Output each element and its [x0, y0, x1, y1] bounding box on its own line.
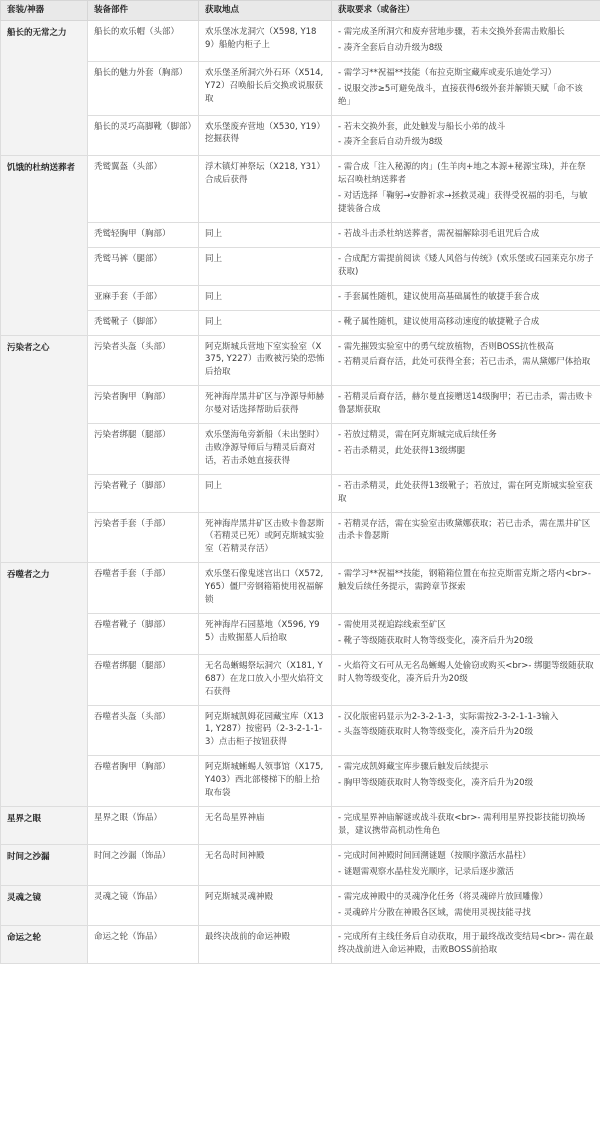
requirement-cell	[332, 705, 600, 756]
requirement-line: - 若战斗击杀杜纳送葬者，需祝福解除羽毛诅咒后合成	[338, 228, 540, 239]
location-cell: 欢乐堡海龟旁新船（未出堡时）击败净源导师后与精灵后裔对话，若击杀她直接获得	[199, 424, 332, 475]
requirement-cell	[332, 563, 600, 614]
requirement-cell	[332, 474, 600, 512]
location-cell: 无名岛时间神殿	[199, 844, 332, 885]
location-cell: 欢乐堡圣所洞穴外石环（X514, Y72）召唤船长后交换或说服获取	[199, 61, 332, 115]
requirement-line: - 头盔等级随获取时人物等级变化，凑齐后升为20级	[338, 727, 534, 738]
header-requirement: 获取要求（或备注）	[332, 1, 600, 21]
table-row	[1, 21, 600, 62]
requirement-line: - 需使用灵视追踪线索至矿区	[338, 620, 446, 630]
requirement-line: - 对话选择「鞠躬→安静祈求→拯救灵魂」获得受祝福的羽毛，与敏捷装备合成	[338, 191, 588, 215]
location-cell: 阿克斯城灵魂神殿	[199, 885, 332, 926]
requirement-line: - 若击杀精灵，此处获得13级靴子；若放过，需在阿克斯城实验室获取	[338, 480, 593, 504]
requirement-line: - 说服交涉≥5可避免战斗，直接获得6级外套并解锁天赋「命不该绝」	[338, 83, 583, 107]
header-location: 获取地点	[199, 1, 332, 21]
set-name-cell: 星界之眼	[1, 806, 88, 844]
table-row	[1, 885, 600, 926]
part-cell: 污染者绑腿（腿部）	[88, 424, 199, 475]
requirement-line: - 需先摧毁实验室中的勇气绽放植物，否则BOSS抗性极高	[338, 341, 554, 352]
requirement-line: - 需完成凯姆藏宝库步骤后触发后续提示	[338, 762, 489, 773]
location-cell: 同上	[199, 247, 332, 285]
table-row	[1, 654, 600, 705]
requirement-cell	[332, 247, 600, 285]
table-row	[1, 247, 600, 285]
table-row	[1, 474, 600, 512]
location-cell: 无名岛蜥蜴祭坛洞穴（X181, Y687）在龙口放入小型火焰符文石获得	[199, 654, 332, 705]
part-cell: 船长的魅力外套（胸部）	[88, 61, 199, 115]
part-cell: 污染者手套（手部）	[88, 512, 199, 563]
requirement-cell	[332, 926, 600, 964]
table-row	[1, 386, 600, 424]
part-cell: 污染者胸甲（胸部）	[88, 386, 199, 424]
table-row	[1, 335, 600, 386]
requirement-cell	[332, 222, 600, 247]
requirement-line: - 灵魂碎片分散在神殿各区域，需使用灵视技能寻找	[338, 907, 531, 918]
requirement-line: - 需学习**祝福**技能（布拉克斯宝藏库或麦乐迪处学习）	[338, 67, 557, 78]
requirement-cell	[332, 335, 600, 386]
requirement-cell	[332, 424, 600, 475]
set-name-cell: 饥饿的杜纳送葬者	[1, 156, 88, 335]
requirement-line: - 若精灵存活，需在实验室击败黛娜获取；若已击杀，需在黑井矿区击杀卡鲁瑟斯	[338, 518, 591, 542]
location-cell: 最终决战前的命运神殿	[199, 926, 332, 964]
requirement-line: - 需学习**祝福**技能，钢箱箱位置在布拉克斯雷克斯之塔内<br>- 触发后续任务提示，需跨章节探索	[338, 569, 591, 593]
table-row	[1, 310, 600, 335]
header-set: 套装/神器	[1, 1, 88, 21]
requirement-cell	[332, 156, 600, 223]
part-cell: 秃鹫翼盔（头部）	[88, 156, 199, 223]
requirement-line: - 靴子属性随机，建议使用高移动速度的敏捷靴子合成	[338, 316, 540, 327]
requirement-line: - 合成配方需提前阅读《矮人风俗与传统》(欢乐堡或石园莱克尔房子获取)	[338, 253, 594, 277]
table-row	[1, 756, 600, 807]
set-name-cell: 命运之轮	[1, 926, 88, 964]
requirement-line: - 需完成神殿中的灵魂净化任务（将灵魂碎片放回雕像）	[338, 891, 548, 902]
part-cell: 船长的欢乐帽（头部）	[88, 21, 199, 62]
requirement-line: - 若击杀精灵，此处获得13级绑腿	[338, 445, 466, 456]
requirement-cell	[332, 512, 600, 563]
requirement-cell	[332, 310, 600, 335]
requirement-line: - 需完成圣所洞穴和废弃营地步骤，若未交换外套需击败船长	[338, 27, 565, 37]
part-cell: 时间之沙漏（饰品）	[88, 844, 199, 885]
part-cell: 命运之轮（饰品）	[88, 926, 199, 964]
part-cell: 污染者头盔（头部）	[88, 335, 199, 386]
requirement-line: - 凑齐全套后自动升级为8级	[338, 137, 443, 148]
requirement-cell	[332, 806, 600, 844]
requirement-line: - 靴子等级随获取时人物等级变化，凑齐后升为20级	[338, 635, 534, 646]
table-row	[1, 806, 600, 844]
requirement-cell	[332, 885, 600, 926]
location-cell: 同上	[199, 310, 332, 335]
requirement-cell	[332, 61, 600, 115]
location-cell: 阿克斯城兵营地下室实验室（X375, Y227）击败被污染的恐怖后拾取	[199, 335, 332, 386]
table-row	[1, 156, 600, 223]
location-cell: 同上	[199, 285, 332, 310]
requirement-line: - 需合成「注入秘源的肉」(生羊肉+地之本源+秘源宝珠)，并在祭坛召唤杜纳送葬者	[338, 162, 586, 186]
part-cell: 吞噬者胸甲（胸部）	[88, 756, 199, 807]
part-cell: 秃鹫靴子（脚部）	[88, 310, 199, 335]
requirement-cell	[332, 21, 600, 62]
requirement-line: - 胸甲等级随获取时人物等级变化，凑齐后升为20级	[338, 778, 534, 789]
location-cell: 欢乐堡石像鬼迷宫出口（X572, Y65）僵尸旁钢箱箱使用祝福解锁	[199, 563, 332, 614]
location-cell: 死神海岸黑井矿区与净源导师赫尔曼对话选择帮助后获得	[199, 386, 332, 424]
requirement-line: - 若未交换外套，此处触发与船长小弟的战斗	[338, 121, 506, 132]
header-part: 装备部件	[88, 1, 199, 21]
requirement-cell	[332, 756, 600, 807]
set-name-cell: 污染者之心	[1, 335, 88, 563]
location-cell: 同上	[199, 222, 332, 247]
part-cell: 吞噬者头盔（头部）	[88, 705, 199, 756]
location-cell: 阿克斯城凯姆花园藏宝库（X131, Y287）按密码（2-3-2-1-1-3）点击柜子按钮获得	[199, 705, 332, 756]
requirement-cell	[332, 115, 600, 156]
table-row	[1, 926, 600, 964]
requirement-line: - 手套属性随机，建议使用高基础属性的敏捷手套合成	[338, 291, 540, 302]
table-row	[1, 285, 600, 310]
requirement-line: - 汉化版密码显示为2-3-2-1-3，实际需按2-3-2-1-1-3输入	[338, 711, 559, 722]
set-name-cell: 时间之沙漏	[1, 844, 88, 885]
part-cell: 污染者靴子（脚部）	[88, 474, 199, 512]
requirement-cell	[332, 654, 600, 705]
location-cell: 欢乐堡废弃营地（X530, Y19）挖掘获得	[199, 115, 332, 156]
location-cell: 死神海岸黑井矿区击败卡鲁瑟斯（若精灵已死）或阿克斯城实验室（若精灵存活）	[199, 512, 332, 563]
location-cell: 同上	[199, 474, 332, 512]
table-row	[1, 424, 600, 475]
location-cell: 死神海岸石园墓地（X596, Y95）击败掘墓人后拾取	[199, 614, 332, 655]
location-cell: 欢乐堡冰龙洞穴（X598, Y189）船舱内柜子上	[199, 21, 332, 62]
requirement-line: - 谜题需观察水晶柱发光顺序，记录后逐步激活	[338, 866, 514, 877]
requirement-line: - 火焰符文石可从无名岛蜥蜴人处偷窃或购买<br>- 绑腿等级随获取时人物等级变化，凑齐后升为20级	[338, 660, 594, 684]
requirement-line: - 若放过精灵，需在阿克斯城完成后续任务	[338, 430, 497, 441]
requirement-line: - 凑齐全套后自动升级为8级	[338, 42, 443, 53]
location-cell: 阿克斯城蜥蜴人领事馆（X175, Y403）西北部楼梯下的船上拾取布袋	[199, 756, 332, 807]
set-name-cell: 吞噬者之力	[1, 563, 88, 807]
table-row	[1, 61, 600, 115]
table-row	[1, 705, 600, 756]
part-cell: 亚麻手套（手部）	[88, 285, 199, 310]
table-row	[1, 222, 600, 247]
table-row	[1, 844, 600, 885]
location-cell: 无名岛星界神庙	[199, 806, 332, 844]
table-row	[1, 563, 600, 614]
table-body	[1, 21, 600, 964]
requirement-line: - 若精灵后裔存活，此处可获得全套；若已击杀，需从黛娜尸体拾取	[338, 357, 591, 368]
set-name-cell: 灵魂之镜	[1, 885, 88, 926]
part-cell: 星界之眼（饰品）	[88, 806, 199, 844]
part-cell: 吞噬者绑腿（腿部）	[88, 654, 199, 705]
requirement-cell	[332, 844, 600, 885]
requirement-cell	[332, 285, 600, 310]
requirement-line: - 完成所有主线任务后自动获取，用于最终战改变结局<br>- 需在最终决战前进入命运神殿，击败BOSS前拾取	[338, 932, 594, 956]
part-cell: 秃鹫马裤（腿部）	[88, 247, 199, 285]
part-cell: 灵魂之镜（饰品）	[88, 885, 199, 926]
requirement-line: - 若精灵后裔存活，赫尔曼直接赠送14级胸甲；若已击杀，需击败卡鲁瑟斯获取	[338, 392, 593, 416]
location-cell: 浮木镇灯神祭坛（X218, Y31）合成后获得	[199, 156, 332, 223]
part-cell: 吞噬者手套（手部）	[88, 563, 199, 614]
part-cell: 吞噬者靴子（脚部）	[88, 614, 199, 655]
table-row	[1, 512, 600, 563]
requirement-line: - 完成星界神庙解谜或战斗获取<br>- 需利用星界投影技能切换场景，建议携带高机动性角色	[338, 812, 586, 836]
set-name-cell: 船长的无常之力	[1, 21, 88, 156]
requirement-cell	[332, 614, 600, 655]
part-cell: 秃鹫轻胸甲（胸部）	[88, 222, 199, 247]
table-row	[1, 614, 600, 655]
header-row	[1, 1, 600, 21]
part-cell: 船长的灵巧高脚靴（脚部）	[88, 115, 199, 156]
requirement-line: - 完成时间神殿时间回溯谜题（按顺序激活水晶柱）	[338, 850, 531, 861]
table-row	[1, 115, 600, 156]
requirement-cell	[332, 386, 600, 424]
